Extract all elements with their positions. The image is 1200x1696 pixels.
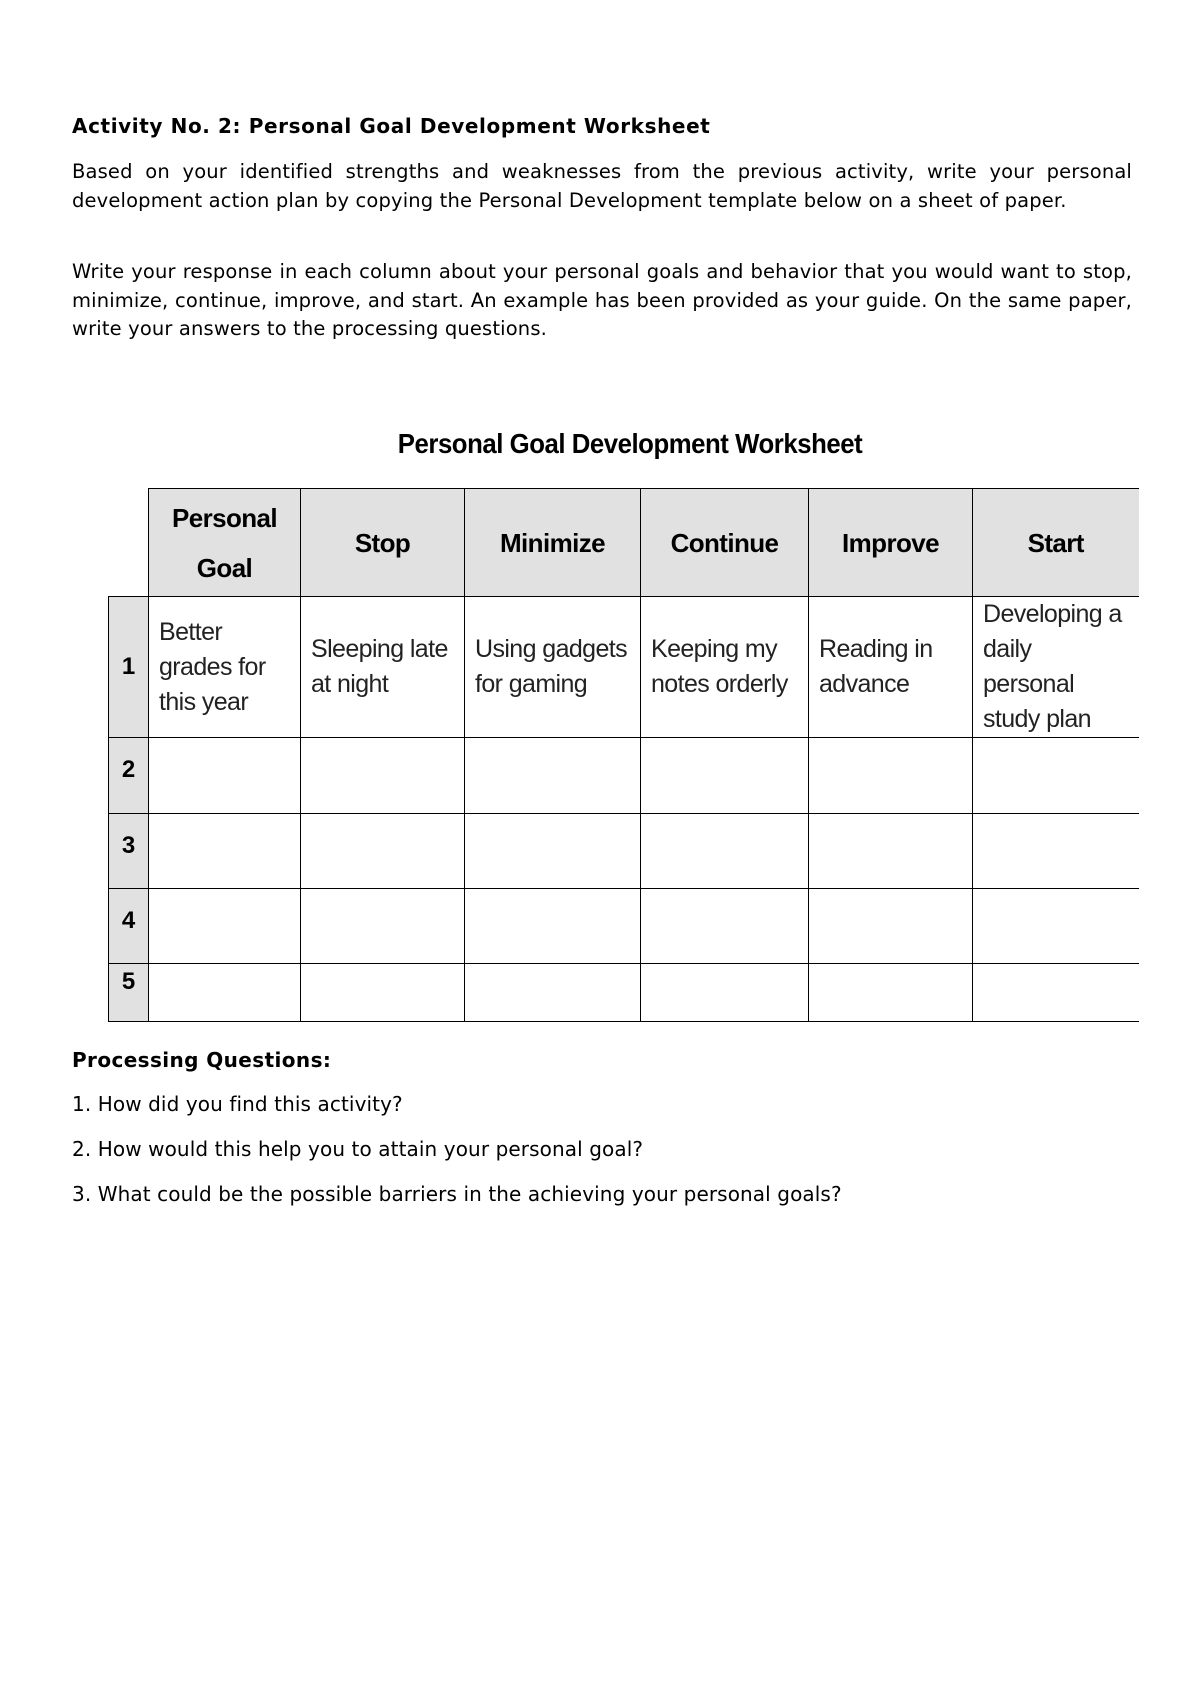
table-header-row [109,489,1139,597]
empty-cell [809,738,973,814]
row-number: 3 [109,814,149,889]
empty-cell [301,964,465,1022]
activity-title: Activity No. 2: Personal Goal Development Worksheet [72,114,711,138]
empty-cell [465,738,641,814]
table-row [109,889,1139,964]
question-3: 3. What could be the possible barriers in the achieving your personal goals? [72,1182,842,1206]
row-number: 2 [109,738,149,814]
header-stop: Stop [301,489,465,597]
instructions-paragraph-2: Write your response in each column about your personal goals and behavior that you would want to stop, minimize, continue, improve, and start. An example has been provided as your guide. On the same paper, write your answers to the processing questions. [72,260,1132,340]
cell-improve [809,597,973,738]
cell-line: for gaming [475,670,588,698]
cell-line: Keeping my [651,635,778,663]
table-corner [109,489,149,597]
table-row [109,814,1139,889]
cell-line: Reading in [819,635,933,663]
cell-start [973,597,1139,738]
question-2: 2. How would this help you to attain your personal goal? [72,1137,644,1161]
header-personal-goal-line2: Goal [196,552,253,583]
worksheet-title: Personal Goal Development Worksheet [397,428,863,459]
empty-cell [149,889,301,964]
empty-cell [301,814,465,889]
instructions-paragraph-1: Based on your identified strengths and weaknesses from the previous activity, write your personal development action plan by copying the Personal Development template below on a sheet of paper. [72,160,1132,212]
cell-line: Developing a [983,600,1122,628]
empty-cell [809,964,973,1022]
cell-line: study plan [983,705,1091,733]
empty-cell [641,738,809,814]
row-number: 4 [109,889,149,964]
table-row [109,738,1139,814]
cell-line: Sleeping late [311,635,448,663]
cell-line: Better [159,617,223,646]
processing-questions-title: Processing Questions: [72,1048,332,1072]
cell-line: daily personal [983,635,1075,698]
cell-line: Using gadgets [475,635,628,663]
header-minimize: Minimize [465,489,641,597]
cell-line: grades for [159,652,266,681]
table-row [109,964,1139,1022]
empty-cell [465,889,641,964]
empty-cell [301,889,465,964]
empty-cell [809,814,973,889]
cell-stop [301,597,465,738]
empty-cell [149,738,301,814]
empty-cell [465,814,641,889]
worksheet-table [108,488,1139,1022]
cell-line: this year [159,687,249,716]
cell-continue [641,597,809,738]
empty-cell [973,814,1139,889]
empty-cell [149,964,301,1022]
row-number: 5 [109,964,149,1022]
header-continue: Continue [641,489,809,597]
empty-cell [973,964,1139,1022]
empty-cell [641,814,809,889]
header-improve: Improve [809,489,973,597]
empty-cell [809,889,973,964]
empty-cell [149,814,301,889]
table-row [109,597,1139,738]
empty-cell [301,738,465,814]
cell-personal-goal [149,597,301,738]
row-number: 1 [109,597,149,738]
cell-minimize [465,597,641,738]
cell-line: at night [311,670,389,698]
header-start: Start [973,489,1139,597]
question-1: 1. How did you find this activity? [72,1092,403,1116]
empty-cell [973,738,1139,814]
header-personal-goal-line1: Personal [171,502,278,533]
empty-cell [641,964,809,1022]
empty-cell [973,889,1139,964]
cell-line: advance [819,670,910,698]
cell-line: notes orderly [651,670,788,698]
empty-cell [465,964,641,1022]
header-personal-goal [149,489,301,597]
empty-cell [641,889,809,964]
